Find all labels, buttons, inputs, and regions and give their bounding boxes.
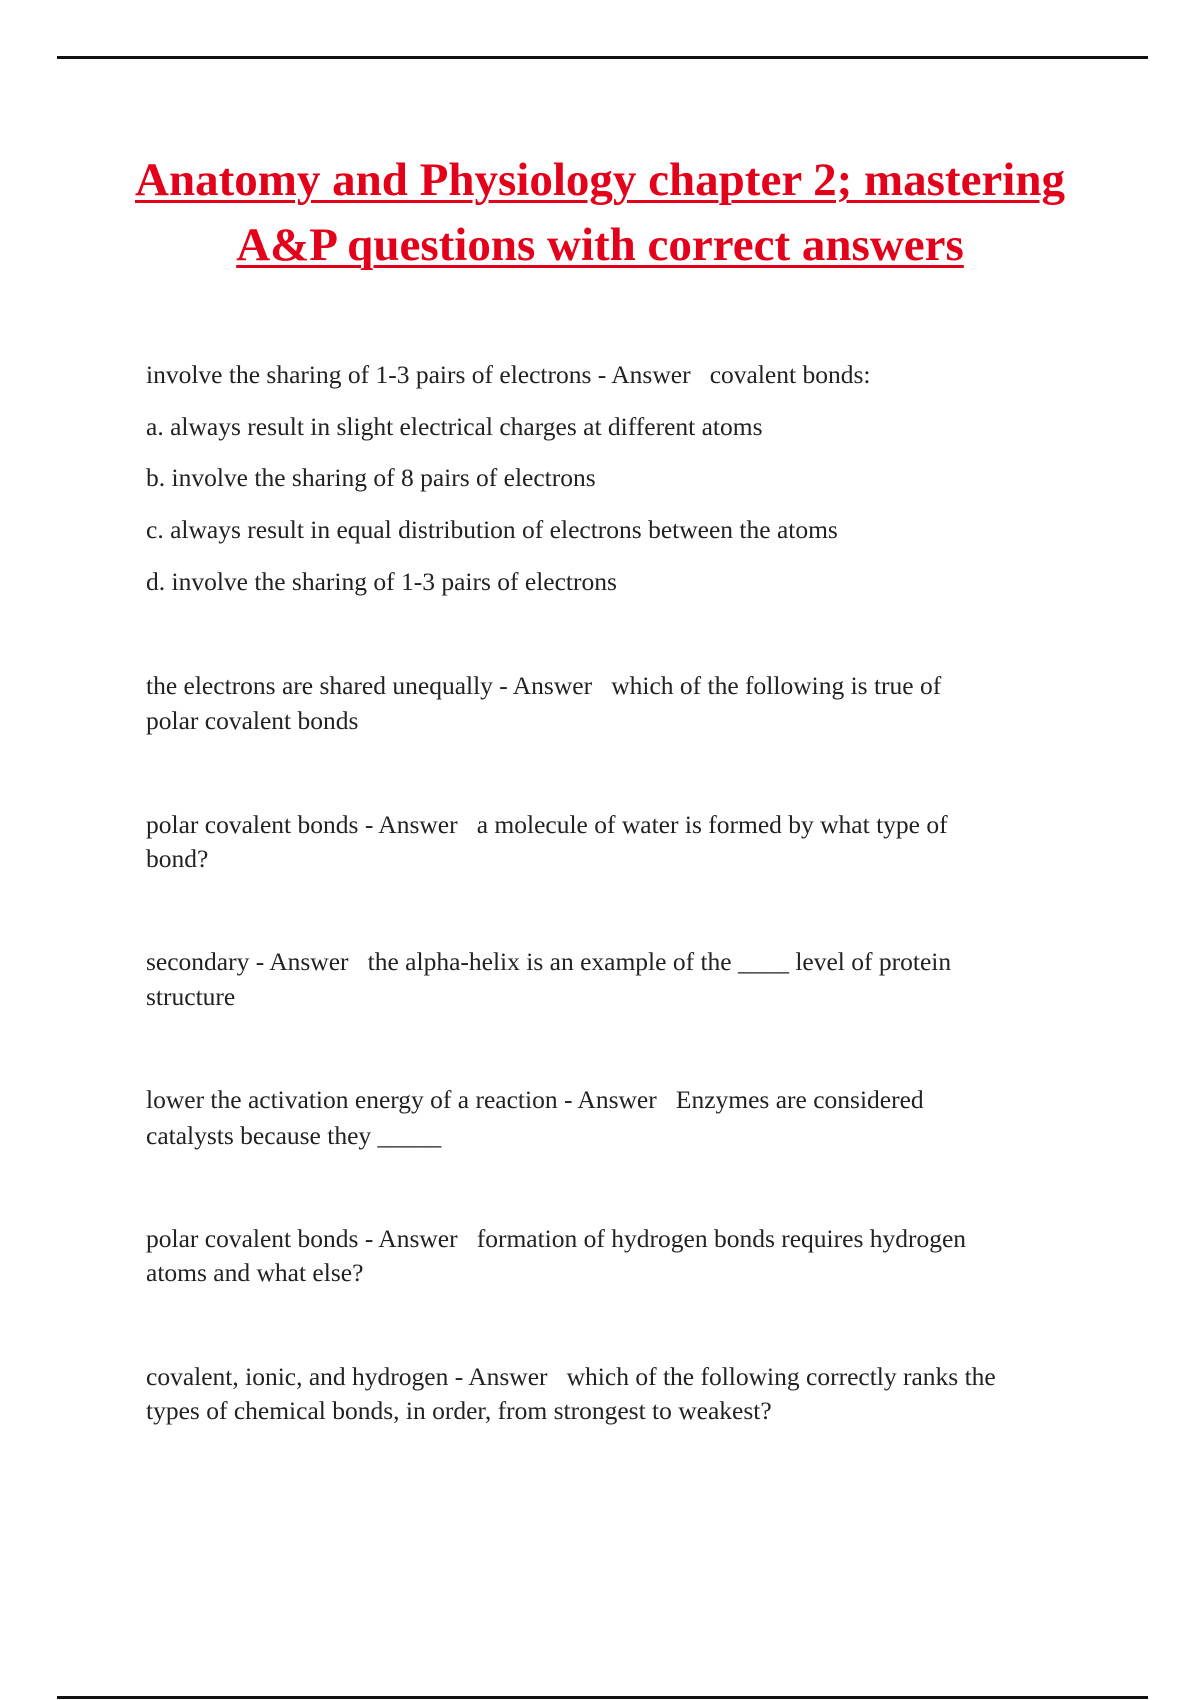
footer-rule	[57, 1696, 1148, 1699]
question-line: structure	[146, 982, 236, 1011]
header-rule	[57, 56, 1148, 59]
question-line: secondary - Answer the alpha-helix is an example of the ____ level of protein	[146, 947, 952, 976]
question-line: involve the sharing of 1-3 pairs of electrons - Answer covalent bonds:	[146, 360, 871, 389]
question-line: polar covalent bonds - Answer a molecule of water is formed by what type of	[146, 810, 948, 839]
question-line: types of chemical bonds, in order, from strongest to weakest?	[146, 1396, 772, 1425]
question-line: lower the activation energy of a reaction - Answer Enzymes are considered	[146, 1085, 924, 1114]
document-title: Anatomy and Physiology chapter 2; mastering A&P questions with correct answers	[135, 154, 1065, 271]
question-line: polar covalent bonds	[146, 706, 359, 735]
option-b: b. involve the sharing of 8 pairs of electrons	[146, 463, 596, 492]
question-line: the electrons are shared unequally - Answer which of the following is true of	[146, 671, 942, 700]
question-line: bond?	[146, 844, 209, 873]
question-line: atoms and what else?	[146, 1258, 364, 1287]
question-line: catalysts because they _____	[146, 1121, 442, 1150]
question-line: polar covalent bonds - Answer formation of hydrogen bonds requires hydrogen	[146, 1224, 967, 1253]
option-a: a. always result in slight electrical charges at different atoms	[146, 412, 763, 441]
option-c: c. always result in equal distribution of electrons between the atoms	[146, 515, 838, 544]
option-d: d. involve the sharing of 1-3 pairs of electrons	[146, 567, 617, 596]
question-line: covalent, ionic, and hydrogen - Answer which of the following correctly ranks the	[146, 1362, 996, 1391]
